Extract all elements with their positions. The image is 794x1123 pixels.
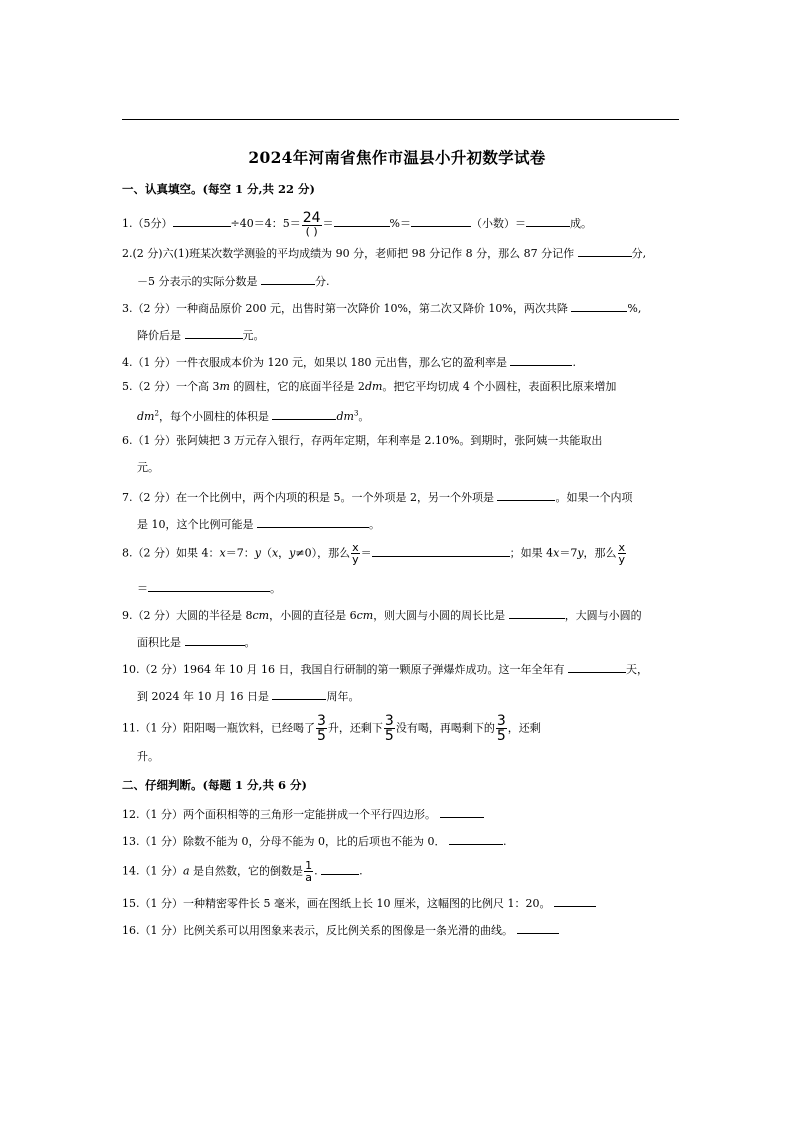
question-12: 12.（1 分）两个面积相等的三角形一定能拼成一个平行四边形。 xyxy=(122,805,484,822)
question-2-line-2: －5 分表示的实际分数是 分. xyxy=(137,272,330,289)
page-title: 2024年河南省焦作市温县小升初数学试卷 xyxy=(248,148,546,167)
answer-blank[interactable] xyxy=(261,272,315,285)
fraction: $\frac{24}{( )}$ xyxy=(302,210,321,238)
question-14: 14.（1 分）a 是自然数，它的倒数是 $\frac{1}{a}$ . . xyxy=(122,859,363,884)
answer-blank[interactable] xyxy=(568,660,626,673)
answer-blank[interactable] xyxy=(148,579,270,592)
answer-blank[interactable] xyxy=(440,805,484,818)
header-rule xyxy=(122,119,679,120)
answer-blank[interactable] xyxy=(571,299,627,312)
answer-blank[interactable] xyxy=(517,921,559,934)
answer-blank[interactable] xyxy=(372,544,510,557)
answer-blank[interactable] xyxy=(272,687,326,700)
section-heading-1: 一、认真填空。(每空 1 分,共 22 分) xyxy=(122,182,315,196)
question-11: 11.（1 分）阳阳喝一瓶饮料，已经喝了 $\frac{3}{5}$ 升，还剩下 $\frac{3}{5}$ 没有喝，再喝剩下的 $\frac{3}{5}$ ，还剩 xyxy=(122,713,541,744)
question-5: 5.（2 分）一个高 3m 的圆柱，它的底面半径是 2dm。把它平均切成 4 个小圆柱，表面积比原来增加 xyxy=(122,380,617,393)
question-5-line-2: $dm^2$，每个小圆柱的体积是 $dm^3$。 xyxy=(137,407,369,424)
fraction: $\frac{3}{5}$ xyxy=(496,713,506,744)
answer-blank[interactable] xyxy=(185,633,245,646)
answer-blank[interactable] xyxy=(321,862,359,875)
answer-blank[interactable] xyxy=(554,894,596,907)
answer-blank[interactable] xyxy=(449,832,503,845)
question-9: 9.（2 分）大圆的半径是 8cm，小圆的直径是 6cm，则大圆与小圆的周长比是 ，大圆与小圆的 xyxy=(122,606,642,623)
answer-blank[interactable] xyxy=(173,214,231,227)
question-3-line-2: 降价后是 元。 xyxy=(137,326,265,343)
answer-blank[interactable] xyxy=(411,214,471,227)
answer-blank[interactable] xyxy=(578,244,632,257)
question-7-line-2: 是 10，这个比例可能是 。 xyxy=(137,515,380,532)
answer-blank[interactable] xyxy=(257,515,369,528)
answer-blank[interactable] xyxy=(526,214,570,227)
section-heading-2: 二、仔细判断。(每题 1 分,共 6 分) xyxy=(122,778,307,792)
question-8-line-2: ＝ 。 xyxy=(137,579,281,596)
answer-blank[interactable] xyxy=(334,214,390,227)
question-8: 8.（2 分）如果 4：x＝7：y（x，y≠0），那么 $\frac{x}{y}$ ＝ ；如果 4x＝7y，那么 $\frac{x}{y}$ xyxy=(122,541,626,566)
question-15: 15.（1 分）一种精密零件长 5 毫米，画在图纸上长 10 厘米，这幅图的比例尺 1：20。 xyxy=(122,894,596,911)
question-6: 6.（1 分）张阿姨把 3 万元存入银行，存两年定期，年利率是 2.10%。到期时，张阿姨一共能取出 xyxy=(122,434,603,447)
question-10: 10.（2 分）1964 年 10 月 16 日，我国自行研制的第一颗原子弹爆炸成功。这一年全年有 天， xyxy=(122,660,648,677)
question-9-line-2: 面积比是 。 xyxy=(137,633,256,650)
fraction: $\frac{3}{5}$ xyxy=(384,713,394,744)
question-7: 7.（2 分）在一个比例中，两个内项的积是 5。一个外项是 2，另一个外项是 。如果一个内项 xyxy=(122,488,632,505)
answer-blank[interactable] xyxy=(185,326,243,339)
question-1: 1.（5分） ÷40＝4：5＝ $\frac{24}{( )}$ ＝ %＝ （小数）＝ 成。 xyxy=(122,210,592,238)
answer-blank[interactable] xyxy=(272,407,336,420)
answer-blank[interactable] xyxy=(510,353,572,366)
fraction: $\frac{3}{5}$ xyxy=(317,713,326,744)
answer-blank[interactable] xyxy=(497,488,555,501)
question-11-line-2: 升。 xyxy=(137,750,159,763)
question-13: 13.（1 分）除数不能为 0，分母不能为 0，比的后项也不能为 0． . xyxy=(122,832,506,849)
question-2: 2.(2 分)六(1)班某次数学测验的平均成绩为 90 分，老师把 98 分记作 8 分，那么 87 分记作 分, xyxy=(122,244,646,261)
answer-blank[interactable] xyxy=(509,606,565,619)
question-6-line-2: 元。 xyxy=(137,461,159,474)
question-16: 16.（1 分）比例关系可以用图象来表示，反比例关系的图像是一条光滑的曲线。 xyxy=(122,921,559,938)
question-3: 3.（2 分）一种商品原价 200 元，出售时第一次降价 10%，第二次又降价 10%，两次共降 %, xyxy=(122,299,641,316)
question-4: 4.（1 分）一件衣服成本价为 120 元，如果以 180 元出售，那么它的盈利率是 . xyxy=(122,353,576,370)
question-10-line-2: 到 2024 年 10 月 16 日是 周年。 xyxy=(137,687,359,704)
fraction: $\frac{1}{a}$ xyxy=(305,859,313,884)
fraction: $\frac{x}{y}$ xyxy=(352,541,359,566)
fraction: $\frac{x}{y}$ xyxy=(618,541,626,566)
